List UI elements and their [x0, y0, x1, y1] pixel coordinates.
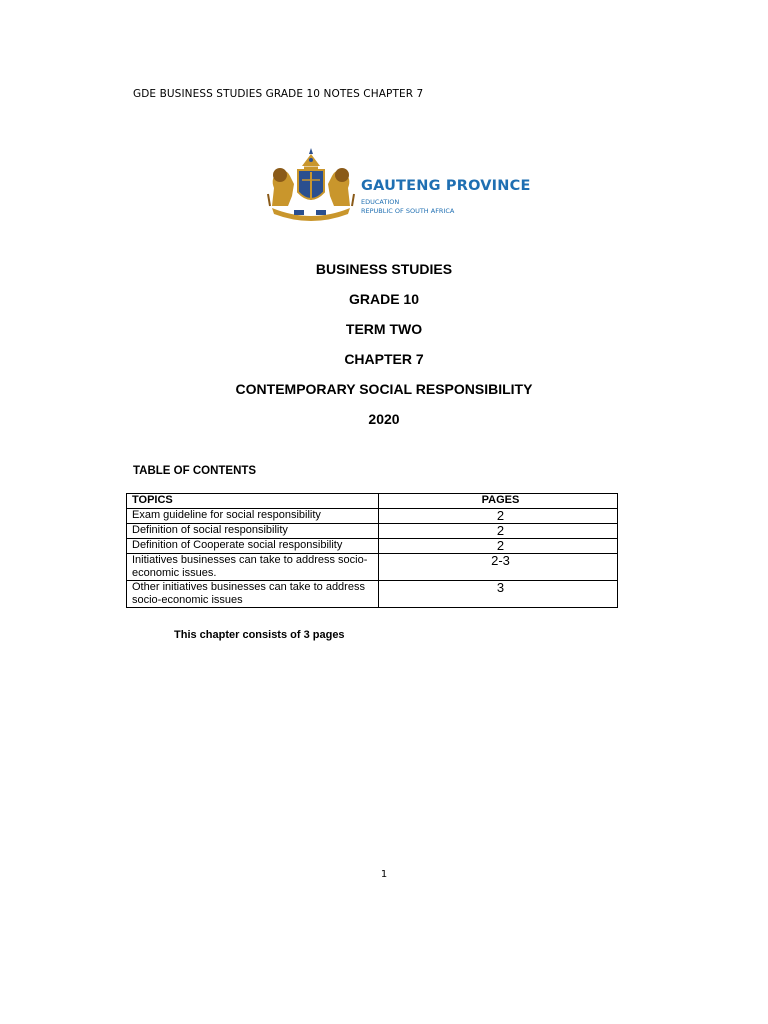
chapter-length-note: This chapter consists of 3 pages	[174, 629, 345, 641]
toc-pages-cell: 2	[379, 509, 618, 524]
table-row	[127, 581, 618, 608]
grade-title: GRADE 10	[348, 291, 420, 307]
toc-table	[126, 493, 618, 608]
gauteng-province-logo	[264, 148, 531, 222]
toc-column-pages: PAGES	[379, 494, 618, 509]
subject-title: BUSINESS STUDIES	[315, 261, 453, 277]
term-title: TERM TWO	[345, 321, 423, 337]
topic-title: CONTEMPORARY SOCIAL RESPONSIBILITY	[235, 381, 533, 397]
coat-of-arms-emblem	[264, 148, 359, 222]
toc-pages-cell: 2-3	[379, 554, 618, 581]
chapter-title: CHAPTER 7	[344, 351, 424, 367]
table-row	[127, 554, 618, 581]
table-row	[127, 509, 618, 524]
toc-topic-cell: Other initiatives businesses can take to address socio-economic issues	[127, 581, 379, 608]
logo-title: GAUTENG PROVINCE	[361, 178, 531, 194]
logo-subtitle-education: EDUCATION	[361, 198, 400, 206]
toc-heading: TABLE OF CONTENTS	[133, 465, 257, 477]
toc-topic-cell: Exam guideline for social responsibility	[127, 509, 379, 524]
logo-subtitle-country: REPUBLIC OF SOUTH AFRICA	[361, 207, 455, 215]
table-row	[127, 539, 618, 554]
page-number: 1	[380, 869, 388, 880]
toc-header-row	[127, 494, 618, 509]
toc-pages-cell: 2	[379, 539, 618, 554]
toc-pages-cell: 3	[379, 581, 618, 608]
toc-column-topics: TOPICS	[127, 494, 379, 509]
toc-topic-cell: Definition of social responsibility	[127, 524, 379, 539]
toc-pages-cell: 2	[379, 524, 618, 539]
table-row	[127, 524, 618, 539]
toc-topic-cell: Definition of Cooperate social responsibility	[127, 539, 379, 554]
toc-topic-cell: Initiatives businesses can take to address socio-economic issues.	[127, 554, 379, 581]
year-title: 2020	[368, 411, 400, 427]
running-header: GDE BUSINESS STUDIES GRADE 10 NOTES CHAPTER 7	[133, 88, 424, 100]
